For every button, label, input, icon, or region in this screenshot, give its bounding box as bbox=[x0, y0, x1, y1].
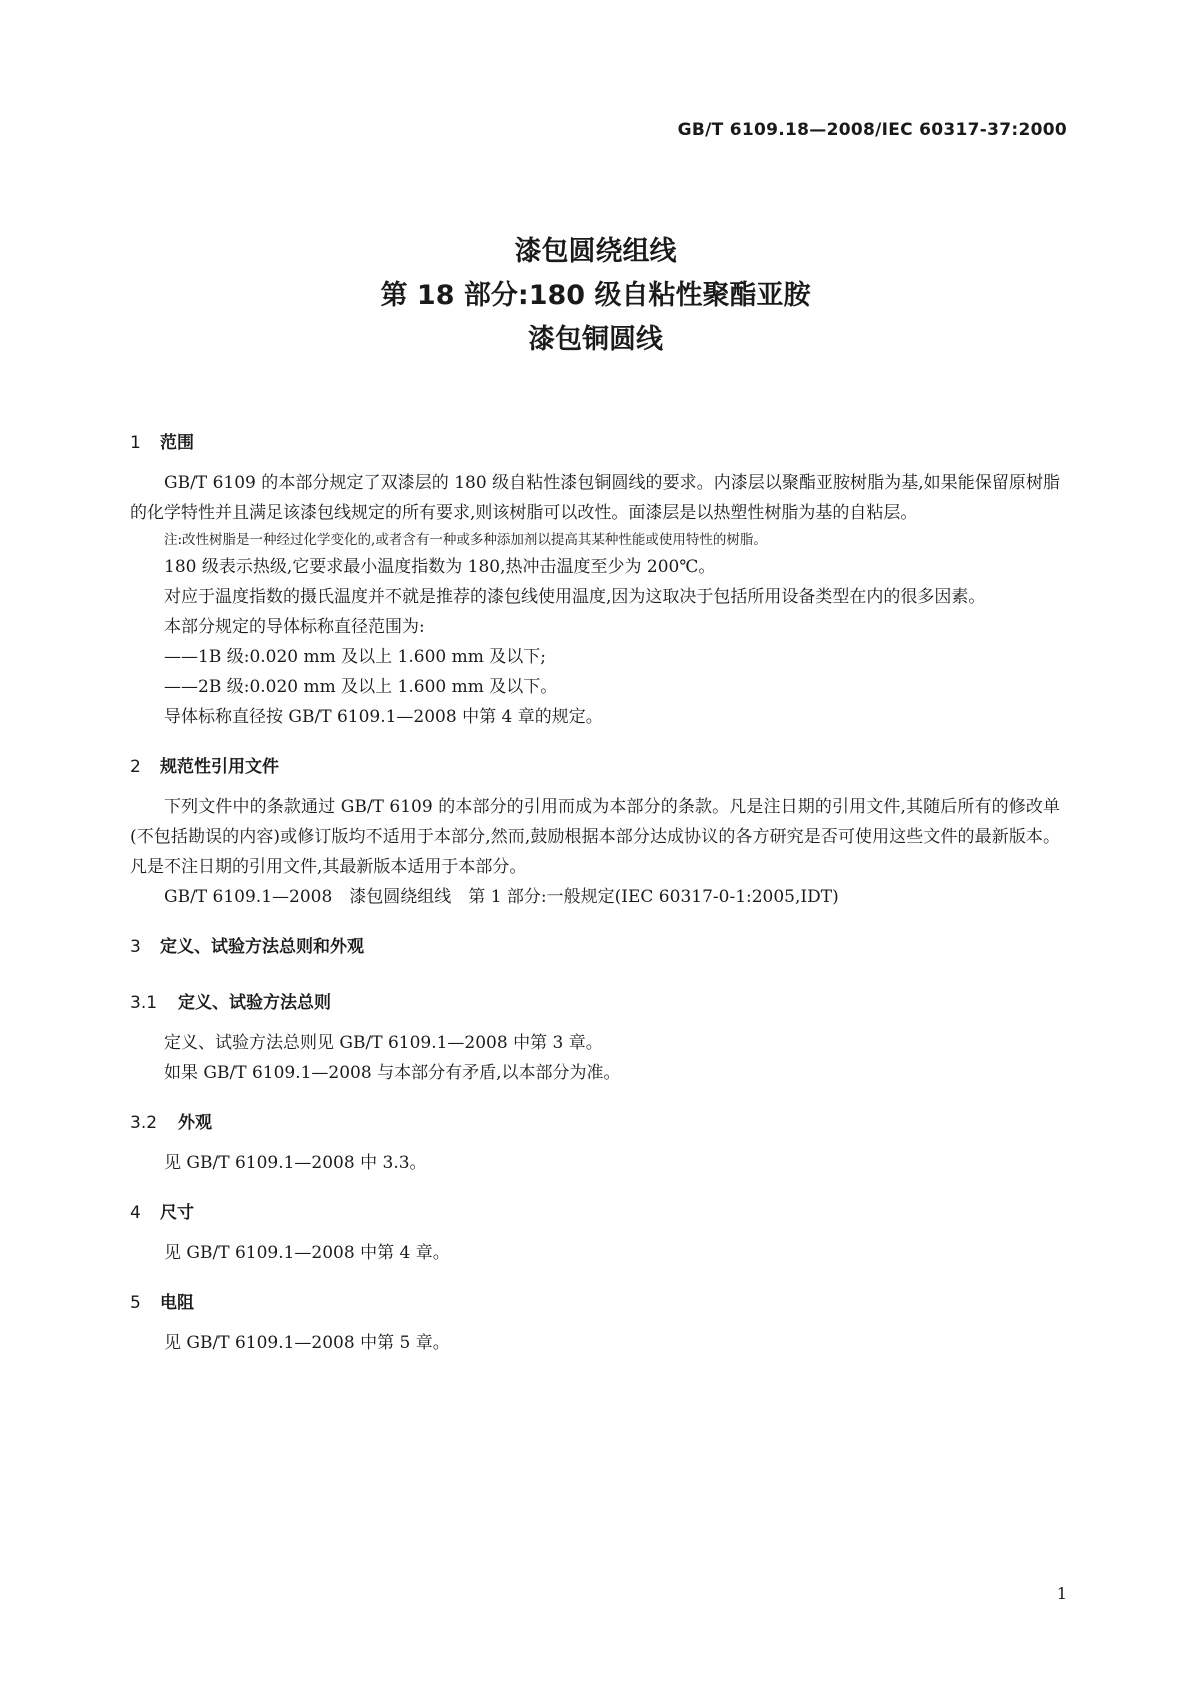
section-title: 电阻 bbox=[160, 1293, 194, 1313]
section-3-1-heading bbox=[130, 990, 1060, 1016]
section-title: 定义、试验方法总则和外观 bbox=[160, 937, 364, 957]
title-line-1: 漆包圆绕组线 bbox=[514, 236, 677, 267]
title-line-3: 漆包铜圆线 bbox=[528, 324, 663, 355]
standard-number: GB/T 6109.18—2008/IEC 60317-37:2000 bbox=[677, 120, 1067, 140]
section-3-2-heading bbox=[130, 1110, 1060, 1136]
paragraph: 定义、试验方法总则见 GB/T 6109.1—2008 中第 3 章。 bbox=[164, 1033, 603, 1053]
section-number: 3 bbox=[130, 937, 141, 957]
paragraph: 见 GB/T 6109.1—2008 中 3.3。 bbox=[164, 1153, 427, 1173]
section-number: 5 bbox=[130, 1293, 141, 1313]
paragraph: 本部分规定的导体标称直径范围为: bbox=[164, 617, 425, 637]
reference-entry: GB/T 6109.1—2008 漆包圆绕组线 第 1 部分:一般规定(IEC 60317-0-1:2005,IDT) bbox=[164, 887, 839, 907]
list-item: ——2B 级:0.020 mm 及以上 1.600 mm 及以下。 bbox=[164, 677, 558, 697]
section-title: 尺寸 bbox=[160, 1203, 194, 1223]
paragraph: 下列文件中的条款通过 GB/T 6109 的本部分的引用而成为本部分的条款。凡是注日期的引用文件,其随后所有的修改单(不包括勘误的内容)或修订版均不适用于本部分,然而,鼓励根据本部分达成协议的各方研究是否可使用这些文件的最新版本。凡是不注日期的引用文件,其最新版本适用于本部分。 bbox=[130, 797, 1060, 877]
section-number: 4 bbox=[130, 1203, 141, 1223]
paragraph: 180 级表示热级,它要求最小温度指数为 180,热冲击温度至少为 200℃。 bbox=[164, 557, 716, 577]
paragraph: 导体标称直径按 GB/T 6109.1—2008 中第 4 章的规定。 bbox=[164, 707, 603, 727]
paragraph: 见 GB/T 6109.1—2008 中第 4 章。 bbox=[164, 1243, 450, 1263]
section-number: 3.2 bbox=[130, 1113, 158, 1133]
paragraph: 见 GB/T 6109.1—2008 中第 5 章。 bbox=[164, 1333, 450, 1353]
section-3-heading bbox=[130, 934, 1060, 960]
section-number: 2 bbox=[130, 757, 141, 777]
note: 注:改性树脂是一种经过化学变化的,或者含有一种或多种添加剂以提高其某种性能或使用特性的树脂。 bbox=[164, 532, 767, 548]
document-title bbox=[0, 230, 1191, 362]
section-number: 3.1 bbox=[130, 993, 158, 1013]
section-title: 规范性引用文件 bbox=[160, 757, 279, 777]
section-1-heading bbox=[130, 430, 1060, 456]
section-number: 1 bbox=[130, 433, 141, 453]
section-title: 定义、试验方法总则 bbox=[178, 993, 331, 1013]
title-line-2: 第 18 部分:180 级自粘性聚酯亚胺 bbox=[380, 280, 811, 311]
document-body bbox=[130, 430, 1060, 1358]
paragraph: 如果 GB/T 6109.1—2008 与本部分有矛盾,以本部分为准。 bbox=[164, 1063, 621, 1083]
section-2-heading bbox=[130, 754, 1060, 780]
paragraph: GB/T 6109 的本部分规定了双漆层的 180 级自粘性漆包铜圆线的要求。内漆层以聚酯亚胺树脂为基,如果能保留原树脂的化学特性并且满足该漆包线规定的所有要求,则该树脂可以改性。面漆层是以热塑性树脂为基的自粘层。 bbox=[130, 473, 1060, 523]
section-title: 范围 bbox=[160, 433, 194, 453]
paragraph: 对应于温度指数的摄氏温度并不就是推荐的漆包线使用温度,因为这取决于包括所用设备类型在内的很多因素。 bbox=[164, 587, 986, 607]
section-5-heading bbox=[130, 1290, 1060, 1316]
section-title: 外观 bbox=[178, 1113, 212, 1133]
page-number: 1 bbox=[1056, 1584, 1067, 1603]
list-item: ——1B 级:0.020 mm 及以上 1.600 mm 及以下; bbox=[164, 647, 547, 667]
section-4-heading bbox=[130, 1200, 1060, 1226]
